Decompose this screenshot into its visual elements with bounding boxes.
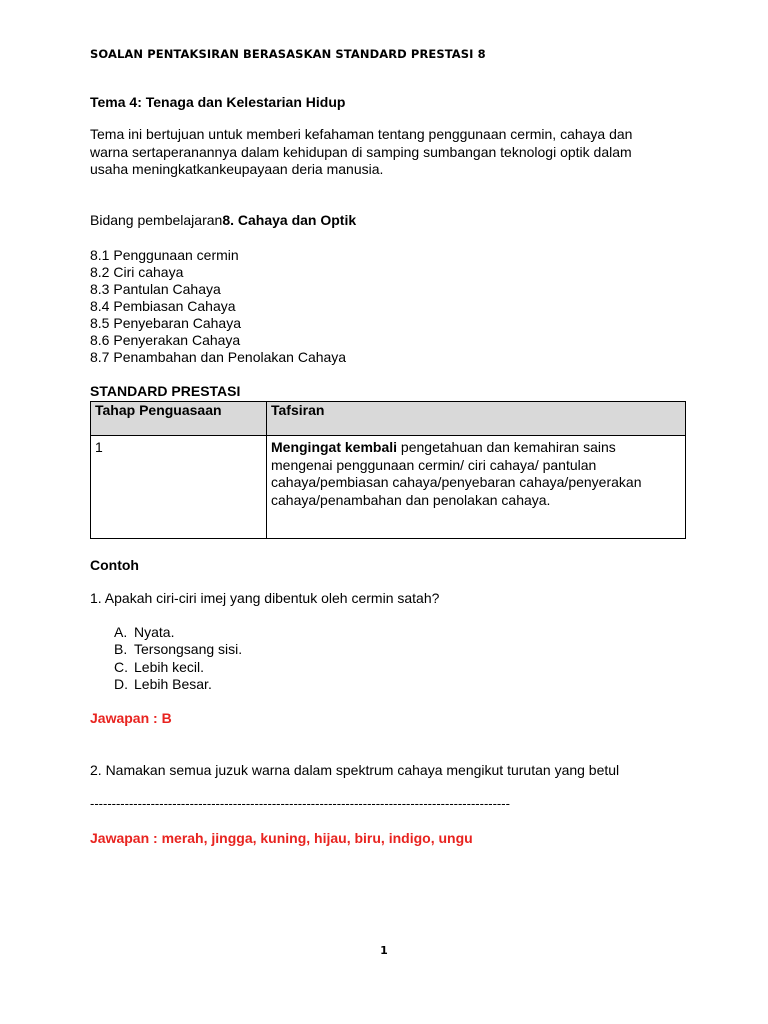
option-item (114, 624, 242, 641)
option-text: Lebih Besar. (134, 675, 212, 692)
standard-table (90, 401, 686, 539)
cell-tafsiran (267, 436, 686, 539)
theme-title: Tema 4: Tenaga dan Kelestarian Hidup (90, 94, 346, 110)
option-item (114, 641, 242, 658)
option-letter: A. (114, 624, 128, 640)
option-text: Nyata. (134, 624, 175, 640)
table-header-row (91, 402, 686, 436)
topic-list (90, 247, 346, 366)
topic-item: 8.1 Penggunaan cermin (90, 247, 239, 263)
intro-paragraph: Tema ini bertujuan untuk memberi kefahaman tentang penggunaan cermin, cahaya dan warna sertaperanannya dalam kehidupan di samping sumbangan teknologi optik dalam usaha meningkatkankeupayaan deria manusia. (90, 126, 633, 177)
learning-area-prefix: Bidang pembelajaran (90, 212, 223, 228)
option-letter: B. (114, 641, 128, 658)
tafsiran-bold: Mengingat kembali (271, 439, 398, 455)
cell-level: 1 (91, 436, 267, 539)
topic-item: 8.5 Penyebaran Cahaya (90, 315, 241, 331)
tafsiran-text: pengetahuan dan kemahiran sains mengenai penggunaan cermin/ ciri cahaya/ pantulan cahaya/pembiasan cahaya/penyebaran cahaya/penyerakan cahaya/penambahan dan penolakan cahaya. (271, 439, 642, 508)
option-item (114, 676, 242, 693)
option-item (114, 659, 242, 676)
question-1: 1. Apakah ciri-ciri imej yang dibentuk oleh cermin satah? (90, 590, 440, 606)
page-header: SOALAN PENTAKSIRAN BERASASKAN STANDARD PRESTASI 8 (90, 47, 486, 61)
option-text: Tersongsang sisi. (134, 641, 243, 658)
option-text: Lebih kecil. (134, 658, 205, 675)
option-letter: D. (114, 675, 128, 692)
learning-area-title: 8. Cahaya dan Optik (222, 212, 357, 228)
question-1-options (114, 624, 242, 693)
topic-item: 8.2 Ciri cahaya (90, 264, 184, 280)
learning-area (90, 212, 356, 228)
table-row (91, 436, 686, 539)
topic-item: 8.7 Penambahan dan Penolakan Cahaya (90, 349, 347, 365)
header-tafsiran: Tafsiran (267, 402, 686, 436)
header-tahap: Tahap Penguasaan (91, 402, 267, 436)
example-label: Contoh (90, 557, 139, 573)
topic-item: 8.6 Penyerakan Cahaya (90, 332, 241, 348)
standard-title: STANDARD PRESTASI (90, 383, 241, 399)
answer-blank-line: ------------------------------------------------------------------------------------------------- (90, 796, 510, 811)
answer-2: Jawapan : merah, jingga, kuning, hijau, biru, indigo, ungu (90, 830, 473, 846)
question-2: 2. Namakan semua juzuk warna dalam spektrum cahaya mengikut turutan yang betul (90, 762, 620, 778)
topic-item: 8.4 Pembiasan Cahaya (90, 298, 236, 314)
answer-1: Jawapan : B (90, 710, 172, 726)
topic-item: 8.3 Pantulan Cahaya (90, 281, 221, 297)
page-number: 1 (380, 944, 388, 957)
option-letter: C. (114, 658, 128, 675)
